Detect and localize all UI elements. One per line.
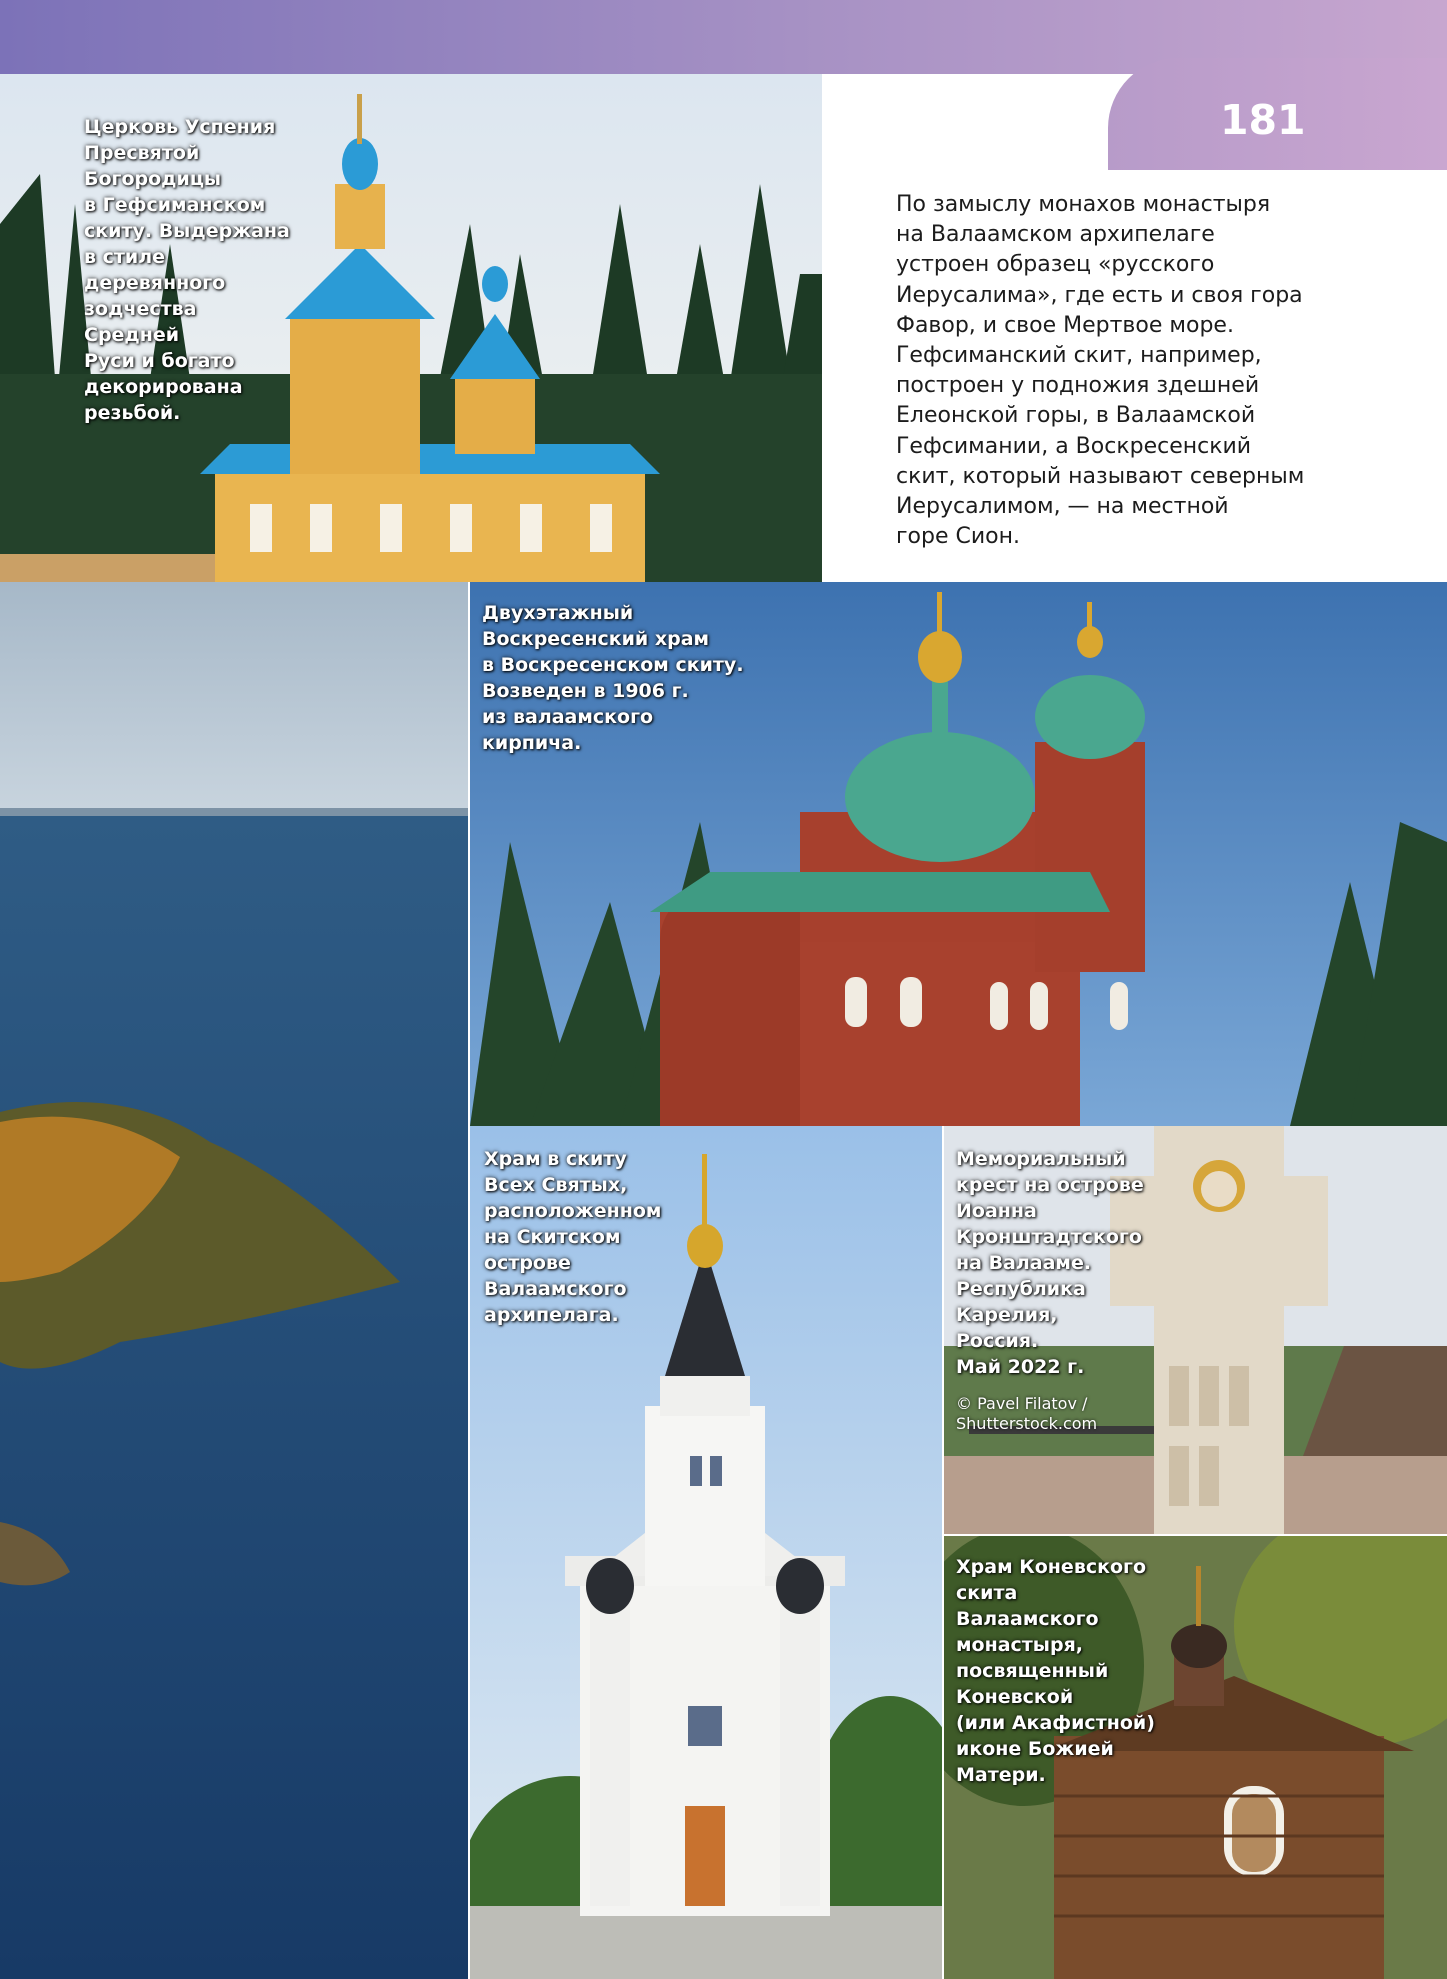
photo-credit: © Pavel Filatov / Shutterstock.com	[956, 1394, 1098, 1433]
page-number: 181	[1220, 96, 1306, 144]
caption-all-saints: Храм в скиту Всех Святых, расположенном на Скитском острове Валаамского архипелага.	[484, 1148, 662, 1326]
caption-resurrection: Двухэтажный Воскресенский храм в Воскресенском скиту. Возведен в 1906 г. из валаамского кирпича.	[482, 602, 744, 754]
caption-gethsemane: Церковь Успения Пресвятой Богородицы в Гефсиманском скиту. Выдержана в стиле деревянного зодчества Средней Руси и богато декорирована резьбой.	[84, 116, 290, 424]
intro-paragraph: По замыслу монахов монастыря на Валаамском архипелаге устроен образец «русского Иерусалима», где есть и своя гора Фавор, и свое Мертвое море. Гефсиманский скит, например, построен у подножия здешней Елеонской горы, в Валаамской Гефсимании, а Воскресенский скит, который называют северным Иерусалимом, — на местной горе Сион.	[896, 192, 1305, 550]
photo-lake-aerial	[0, 582, 468, 1979]
caption-memorial-cross: Мемориальный крест на острове Иоанна Кронштадтского на Валааме. Республика Карелия, Россия. Май 2022 г.	[956, 1148, 1144, 1378]
caption-konevsky: Храм Коневского скита Валаамского монастыря, посвященный Коневской (или Акафистной) иконе Божией Матери.	[956, 1556, 1155, 1786]
